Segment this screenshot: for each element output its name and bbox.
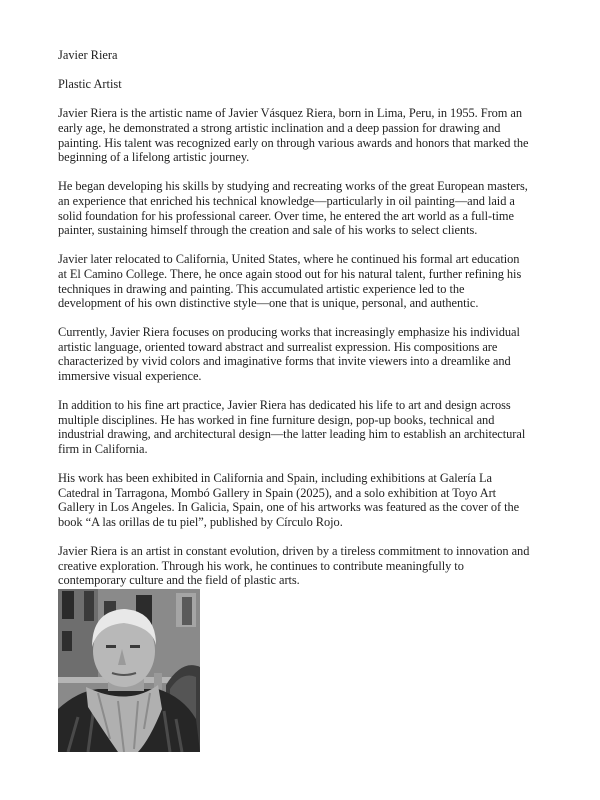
artist-name: Javier Riera bbox=[58, 48, 118, 62]
document-body bbox=[58, 48, 530, 603]
bio-paragraph-7: Javier Riera is an artist in constant evolution, driven by a tireless commitment to innovation and creative exploration. Through his work, he continues to contribute meaningfully to contemporary culture and the field of plastic arts. bbox=[58, 544, 530, 588]
bio-paragraph-1: Javier Riera is the artistic name of Javier Vásquez Riera, born in Lima, Peru, in 1955. From an early age, he demonstrated a strong artistic inclination and a deep passion for drawing and painting. His talent was recognized early on through various awards and honors that marked the beginning of a lifelong artistic journey. bbox=[58, 106, 529, 165]
bio-paragraph-6: His work has been exhibited in California and Spain, including exhibitions at Galería La Catedral in Tarragona, Mombó Gallery in Spain (2025), and a solo exhibition at Toyo Art Gallery in Los Angeles. In Galicia, Spain, one of his artworks was featured as the cover of the book “A las orillas de tu piel”, published by Círculo Rojo. bbox=[58, 471, 520, 529]
bio-paragraph-2: He began developing his skills by studying and recreating works of the great European masters, an experience that enriched his technical knowledge—particularly in oil painting—and laid a solid foundation for his professional career. Over time, he entered the art world as a full-time painter, sustaining himself through the creation and sale of his works to select clients. bbox=[58, 179, 528, 238]
bio-paragraph-4: Currently, Javier Riera focuses on producing works that increasingly emphasize his individual artistic language, oriented toward abstract and surrealist expression. His compositions are characterized by vivid colors and imaginative forms that invite viewers into a dreamlike and immersive visual experience. bbox=[58, 325, 520, 384]
artist-title: Plastic Artist bbox=[58, 77, 122, 92]
bio-paragraph-5: In addition to his fine art practice, Javier Riera has dedicated his life to art and design across multiple disciplines. He has worked in fine furniture design, pop-up books, technical and industrial drawing, and architectural design—the latter leading him to establish an architectural firm in California. bbox=[58, 398, 526, 457]
artist-portrait-photo bbox=[58, 589, 200, 752]
bio-paragraph-3: Javier later relocated to California, United States, where he continued his formal art education at El Camino College. There, he once again stood out for his natural talent, further refining his techniques in drawing and painting. This accumulated artistic experience led to the development of his own distinctive style—one that is unique, personal, and authentic. bbox=[58, 252, 522, 311]
